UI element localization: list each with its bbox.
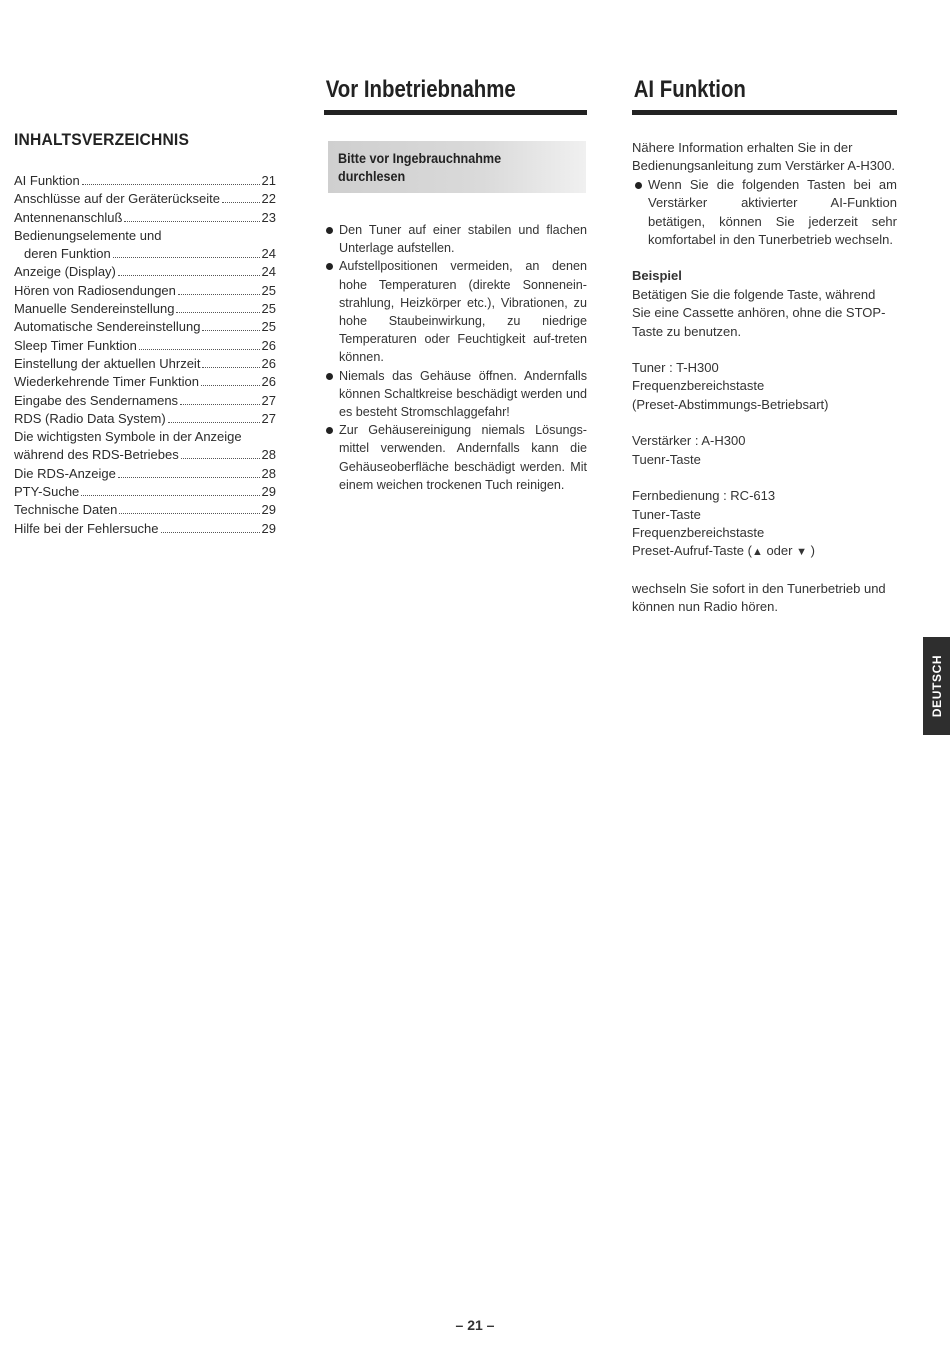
- amplifier-block: [632, 432, 897, 469]
- toc-entry-label: AI Funktion: [14, 173, 80, 188]
- example-text: Betätigen Sie die folgende Taste, während Sie eine Cassette anhören, ohne die STOP-Taste zu benutzen.: [632, 286, 886, 339]
- toc-entry: [14, 300, 276, 318]
- toc-leader-dots: [201, 385, 260, 386]
- bullet-icon: [635, 182, 642, 189]
- read-first-note: [328, 141, 586, 193]
- toc-entry-label: Bedienungselemente und: [14, 227, 162, 243]
- tuner-key: Frequenzbereichstaste: [632, 378, 765, 394]
- tuner-model: Tuner : T-H300: [632, 360, 719, 376]
- remote-preset-key: Preset-Aufruf-Taste (▲ oder ▼ ): [632, 543, 815, 559]
- toc-entry-page: 26: [261, 374, 276, 390]
- toc-leader-dots: [124, 221, 259, 222]
- toc-entry-page: 27: [261, 410, 276, 426]
- list-item: Wenn Sie die folgenden Tasten bei am Verstärker aktivierter AI-Funktion betätigen, können Sie jederzeit sehr komfortabel in den Tunerbetrieb wechseln.: [632, 176, 897, 250]
- remote-tuner-key: Tuner-Taste: [632, 506, 701, 522]
- toc-entry-page: 28: [261, 447, 276, 463]
- toc-entry-page: 28: [261, 465, 276, 481]
- toc-list: [14, 172, 276, 538]
- toc-entry-label: deren Funktion: [24, 246, 111, 262]
- amplifier-model: Verstärker : A-H300: [632, 433, 746, 449]
- toc-entry-label: Automatische Sendereinstellung: [14, 319, 201, 335]
- toc-entry-label: während des RDS-Betriebes: [14, 447, 179, 463]
- toc-leader-dots: [222, 202, 260, 203]
- before-use-section: [324, 76, 587, 494]
- heading-rule: [632, 110, 897, 115]
- toc-entry-label: Antennenanschluß: [14, 209, 123, 225]
- toc-entry-label: Hilfe bei der Fehlersuche: [14, 520, 159, 536]
- toc-entry-page: 26: [261, 337, 276, 353]
- toc-leader-dots: [202, 367, 259, 368]
- toc-entry: [14, 337, 276, 355]
- toc-entry-label: Manuelle Sendereinstellung: [14, 301, 175, 317]
- bullet-icon: [326, 263, 333, 270]
- toc-entry: [14, 465, 276, 483]
- toc-entry: [14, 520, 276, 538]
- toc-leader-dots: [118, 477, 260, 478]
- toc-entry-page: 25: [261, 282, 276, 298]
- toc-entry: [14, 355, 276, 373]
- bullet-icon: [326, 227, 333, 234]
- toc-title: INHALTSVERZEICHNIS: [14, 130, 190, 149]
- toc-leader-dots: [139, 349, 260, 350]
- toc-entry: [14, 209, 276, 227]
- toc-leader-dots: [113, 257, 260, 258]
- ai-function-heading: AI Funktion: [633, 76, 746, 103]
- toc-entry-page: 24: [261, 246, 276, 262]
- toc-entry-page: 29: [261, 484, 276, 500]
- toc-entry: [14, 245, 276, 263]
- toc-entry-label: Anzeige (Display): [14, 264, 116, 280]
- toc-leader-dots: [118, 275, 260, 276]
- table-of-contents: [14, 130, 276, 538]
- language-tab-label: DEUTSCH: [929, 654, 944, 718]
- toc-leader-dots: [168, 422, 260, 423]
- toc-entry: [14, 410, 276, 428]
- tuner-block: [632, 359, 897, 414]
- amplifier-key: Tuenr-Taste: [632, 451, 701, 467]
- toc-leader-dots: [181, 458, 260, 459]
- toc-entry-label: Hören von Radiosendungen: [14, 282, 176, 298]
- bullet-icon: [326, 427, 333, 434]
- toc-entry-page: 27: [261, 392, 276, 408]
- heading-rule: [324, 110, 587, 115]
- toc-leader-dots: [180, 404, 259, 405]
- list-item: Den Tuner auf einer stabilen und flachen Unterlage aufstellen.: [324, 221, 587, 257]
- toc-entry: [14, 172, 276, 190]
- toc-leader-dots: [202, 330, 259, 331]
- toc-entry: [14, 392, 276, 410]
- toc-leader-dots: [178, 294, 260, 295]
- toc-entry: [14, 282, 276, 300]
- toc-entry: [14, 501, 276, 519]
- toc-entry-label: Die RDS-Anzeige: [14, 465, 116, 481]
- toc-entry-label: Die wichtigsten Symbole in der Anzeige: [14, 429, 242, 445]
- language-tab: [923, 637, 950, 735]
- toc-entry-page: 29: [261, 502, 276, 518]
- toc-entry-label: Technische Daten: [14, 502, 118, 518]
- toc-leader-dots: [81, 495, 259, 496]
- toc-entry-label: Wiederkehrende Timer Funktion: [14, 374, 199, 390]
- example-heading: Beispiel: [632, 268, 682, 284]
- ai-function-section: [632, 76, 897, 617]
- toc-entry: [14, 483, 276, 501]
- safety-bullet-list: [324, 221, 587, 494]
- toc-entry-label: Sleep Timer Funktion: [14, 337, 137, 353]
- read-first-note-text: Bitte vor Ingebrauchnahme durchlesen: [338, 150, 502, 184]
- toc-entry-page: 22: [261, 191, 276, 207]
- toc-entry-label: RDS (Radio Data System): [14, 410, 166, 426]
- tuner-mode: (Preset-Abstimmungs-Betriebsart): [632, 396, 829, 412]
- toc-entry: [14, 190, 276, 208]
- toc-entry: [14, 263, 276, 281]
- toc-entry: [14, 373, 276, 391]
- toc-entry: [14, 428, 276, 446]
- list-item: Aufstellpositionen vermeiden, an denen hohe Temperaturen (direkte Sonnenein-strahlung, Heizkörper etc.), Vibrationen, zu hohe Staubeinwirkung, zu niedrige Temperaturen oder Feuchtigkeit auf-treten können.: [324, 257, 587, 366]
- toc-entry-page: 26: [261, 355, 276, 371]
- toc-entry-page: 25: [261, 301, 276, 317]
- toc-entry: [14, 227, 276, 245]
- toc-entry-label: Anschlüsse auf der Geräterückseite: [14, 191, 220, 207]
- toc-leader-dots: [119, 513, 259, 514]
- ai-intro-text: Nähere Information erhalten Sie in der Bedienungsanleitung zum Verstärker A-H300.: [632, 140, 896, 174]
- remote-model: Fernbedienung : RC-613: [632, 488, 776, 504]
- toc-leader-dots: [176, 312, 259, 313]
- down-triangle-icon: ▼: [796, 546, 807, 559]
- toc-entry-label: Eingabe des Sendernamens: [14, 392, 179, 408]
- toc-leader-dots: [82, 184, 260, 185]
- before-use-heading: Vor Inbetriebnahme: [325, 76, 516, 103]
- toc-entry-page: 21: [261, 173, 276, 188]
- toc-entry-label: Einstellung der aktuellen Uhrzeit: [14, 355, 201, 371]
- toc-entry-page: 23: [261, 209, 276, 225]
- toc-entry-page: 29: [261, 520, 276, 536]
- toc-entry: [14, 446, 276, 464]
- toc-leader-dots: [161, 532, 260, 533]
- bullet-icon: [326, 373, 333, 380]
- remote-band-key: Frequenzbereichstaste: [632, 524, 765, 540]
- toc-entry-page: 24: [261, 264, 276, 280]
- list-item: Zur Gehäusereinigung niemals Lösungs-mittel verwenden. Andernfalls kann die Gehäuseoberfläche beschädigt werden. Mit einem weichen trockenen Tuch reinigen.: [324, 421, 587, 494]
- list-item: Niemals das Gehäuse öffnen. Andernfalls können Schaltkreise beschädigt werden und es besteht Stromschlaggefahr!: [324, 367, 587, 422]
- toc-entry-page: 25: [261, 319, 276, 335]
- remote-block: [632, 487, 897, 562]
- closing-text: wechseln Sie sofort in den Tunerbetrieb und können nun Radio hören.: [632, 580, 886, 615]
- up-triangle-icon: ▲: [751, 546, 763, 559]
- toc-entry: [14, 318, 276, 336]
- toc-entry-label: PTY-Suche: [14, 484, 80, 500]
- page-number: – 21 –: [455, 1317, 495, 1333]
